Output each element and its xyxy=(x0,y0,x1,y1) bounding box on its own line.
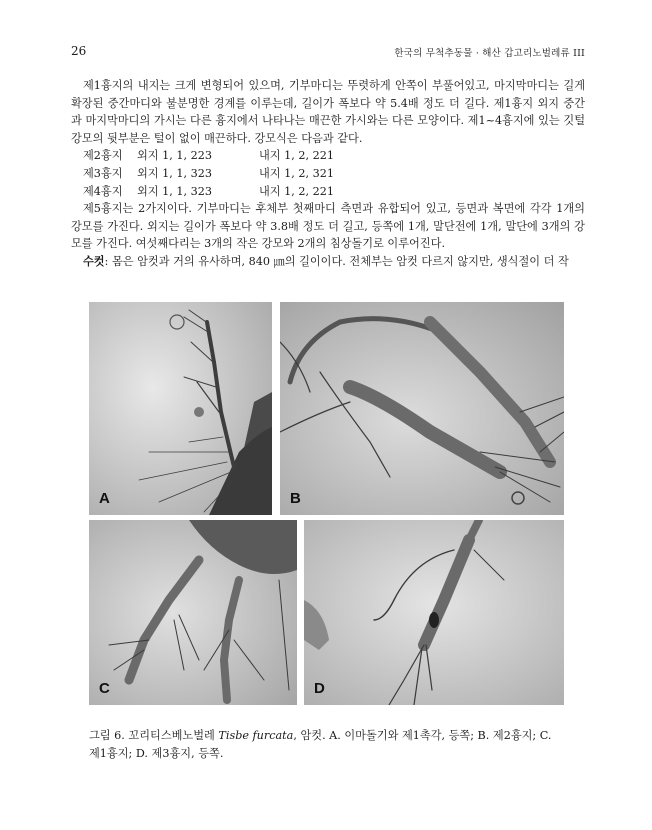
leg-name: 제4흉지 xyxy=(83,184,123,198)
micrograph-image xyxy=(89,302,272,515)
setal-formula-row xyxy=(71,183,585,201)
leg-name: 제3흉지 xyxy=(83,166,123,180)
figure-panel-c xyxy=(89,520,297,705)
exopod-formula: 외지 1, 1, 223 xyxy=(137,149,212,163)
species-name: Tisbe furcata xyxy=(218,729,294,742)
male-label: 수컷 xyxy=(83,253,105,268)
panel-label: B xyxy=(290,490,301,507)
figure-panel-a xyxy=(89,302,272,515)
paragraph: 제5흉지는 2가지이다. 기부마디는 후체부 첫째마디 측면과 유합되어 있고, 등면과 복면에 각각 1개의 강모를 가진다. 외지는 길이가 폭보다 약 3.8배 정도 더 길고, 등쪽에 1개, 말단전에 1개, 말단에 3개의 강모를 가진다. 여섯째다리는 3개의 작은 강모와 2개의 침상돌기로 이루어진다. xyxy=(71,202,585,251)
micrograph-image xyxy=(89,520,297,705)
micrograph-image xyxy=(280,302,564,515)
paragraph-line: 제1흉지의 내지는 크게 변형되어 있으며, 기부마디는 뚜렷하게 안쪽이 부풀어있고, 마지막마디는 길게 xyxy=(83,79,585,92)
setal-formula xyxy=(71,147,585,200)
endopod-formula: 내지 1, 2, 221 xyxy=(259,184,334,198)
caption-prefix: 그림 6. 꼬리티스베노벌레 xyxy=(89,729,219,742)
figure-caption xyxy=(89,727,565,763)
figure-panel-d xyxy=(304,520,564,705)
panel-label: C xyxy=(99,680,110,697)
page-header xyxy=(71,44,585,60)
setal-formula-row xyxy=(71,147,585,165)
exopod-formula: 외지 1, 1, 323 xyxy=(137,166,212,180)
endopod-formula: 내지 1, 2, 221 xyxy=(259,149,334,163)
paragraph xyxy=(71,77,585,147)
page-number: 26 xyxy=(71,44,87,58)
panel-label: A xyxy=(99,490,110,507)
running-title: 한국의 무척추동물 · 해산 갑고리노벌레류 III xyxy=(394,48,585,59)
body-text xyxy=(71,77,585,271)
panel-label: D xyxy=(314,680,325,697)
setal-formula-row xyxy=(71,165,585,183)
exopod-formula: 외지 1, 1, 323 xyxy=(137,184,212,198)
figure-panel-b xyxy=(280,302,564,515)
male-description: : 몸은 암컷과 거의 유사하며, 840 ㎛의 길이이다. 전체부는 암컷 다르지 않지만, 생식절이 더 작 xyxy=(104,254,569,268)
paragraph xyxy=(71,253,585,271)
micrograph-image xyxy=(304,520,564,705)
leg-name: 제2흉지 xyxy=(83,149,123,163)
caption-suffix: , 암컷. A. 이마돌기와 제1촉각, 등쪽; B. 제2흉지; C. 제1흉지; D. 제3흉지, 등쪽. xyxy=(89,729,552,760)
paragraph-line: 확장된 중간마디와 불분명한 경계를 이루는데, 길이가 폭보다 약 5.4배 정도 더 길다. 제1흉지 외지 중간과 마지막마디의 가시는 다른 흉지에서 나타나는 매끈한 가시와는 다른 모양이다. 제1~4흉지에 있는 깃털강모의 뒷부분은 털이 없이 매끈하다. 강모식은 다음과 같다. xyxy=(71,96,585,145)
endopod-formula: 내지 1, 2, 321 xyxy=(259,166,334,180)
